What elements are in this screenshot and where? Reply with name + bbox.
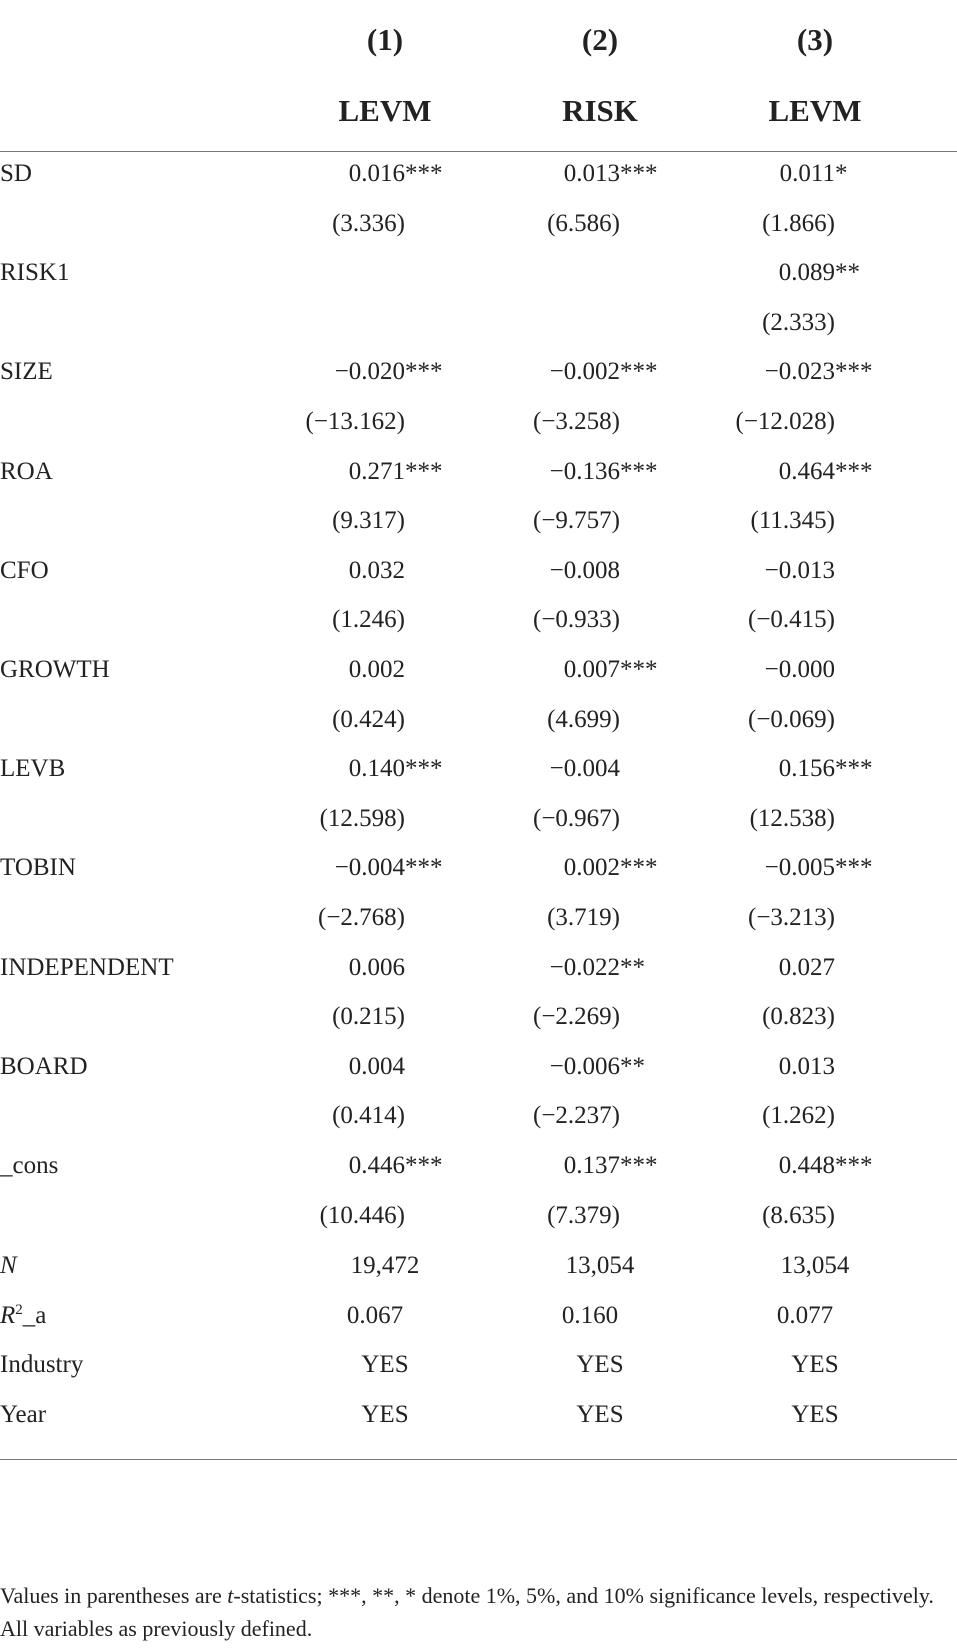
significance-stars: *** bbox=[405, 755, 443, 783]
row-label-year: Year bbox=[0, 1401, 47, 1428]
cell-value: (6.586) bbox=[547, 209, 620, 237]
year-col-3: YES bbox=[791, 1401, 839, 1428]
cell-col-1 bbox=[348, 148, 443, 200]
significance-stars: *** bbox=[835, 854, 873, 882]
cell-value: (3.336) bbox=[332, 209, 405, 237]
row-label: BOARD bbox=[0, 1052, 88, 1080]
significance-stars: *** bbox=[620, 358, 658, 386]
table-row-year bbox=[0, 1389, 957, 1441]
cell-col-2 bbox=[533, 594, 620, 646]
significance-stars: *** bbox=[620, 1152, 658, 1179]
table-row bbox=[0, 346, 957, 398]
cell-col-1 bbox=[332, 594, 405, 646]
row-label: CFO bbox=[0, 556, 49, 584]
cell-col-1 bbox=[332, 1090, 405, 1142]
cell-value: 0.004 bbox=[348, 1052, 405, 1080]
table-row bbox=[0, 743, 957, 795]
industry-col-1: YES bbox=[361, 1351, 409, 1378]
cell-value: 0.011 bbox=[779, 160, 835, 187]
table-row bbox=[0, 148, 957, 200]
row-label-industry: Industry bbox=[0, 1351, 84, 1378]
column-3-name: LEVM bbox=[768, 93, 862, 128]
cell-col-2 bbox=[547, 694, 620, 746]
cell-col-3 bbox=[762, 1090, 835, 1142]
cell-value: 0.002 bbox=[563, 854, 620, 882]
cell-col-3 bbox=[748, 594, 835, 646]
cell-value: −0.004 bbox=[334, 854, 405, 882]
cell-value: 0.016 bbox=[348, 160, 405, 187]
cell-col-1 bbox=[318, 892, 405, 944]
row-label: _cons bbox=[0, 1152, 59, 1179]
cell-value: (0.414) bbox=[332, 1102, 405, 1130]
cell-col-3 bbox=[778, 247, 860, 299]
cell-col-1 bbox=[306, 396, 406, 448]
cell-value: −0.008 bbox=[549, 556, 620, 584]
table-footnote: Values in parentheses are t-statistics; ***, **, * denote 1%, 5%, and 10% significance levels, respectively. All variables as previously defined. bbox=[0, 1583, 934, 1641]
cell-value: (0.823) bbox=[762, 1003, 835, 1031]
table-row bbox=[0, 842, 957, 894]
cell-col-3 bbox=[762, 1190, 835, 1242]
industry-col-2: YES bbox=[576, 1351, 624, 1378]
significance-stars: *** bbox=[620, 160, 658, 187]
significance-stars: *** bbox=[835, 1152, 873, 1179]
year-col-2: YES bbox=[576, 1401, 624, 1428]
cell-value: (1.246) bbox=[332, 606, 405, 634]
r2a-col-3: 0.077 bbox=[776, 1302, 834, 1329]
table-row bbox=[0, 694, 957, 746]
cell-col-2 bbox=[563, 1140, 658, 1192]
row-label-n: N bbox=[0, 1252, 17, 1279]
cell-col-1 bbox=[348, 446, 443, 498]
row-label: SD bbox=[0, 160, 32, 187]
table-row bbox=[0, 1090, 957, 1142]
cell-col-3 bbox=[778, 446, 873, 498]
row-label-r2a: $R^2\_a$ bbox=[0, 1302, 47, 1329]
cell-col-2 bbox=[563, 148, 658, 200]
cell-col-2 bbox=[550, 545, 620, 597]
n-col-1: 19,472 bbox=[350, 1252, 420, 1279]
table-row bbox=[0, 991, 957, 1043]
table-row bbox=[0, 495, 957, 547]
significance-stars: * bbox=[835, 160, 848, 187]
cell-value: (11.345) bbox=[750, 507, 835, 535]
table-row-industry bbox=[0, 1339, 957, 1391]
cell-value: (0.215) bbox=[332, 1003, 405, 1031]
cell-col-1 bbox=[332, 198, 405, 250]
cell-value: −0.022 bbox=[549, 953, 620, 981]
cell-col-2 bbox=[547, 198, 620, 250]
cell-col-2 bbox=[533, 1090, 620, 1142]
cell-value: (−9.757) bbox=[533, 507, 620, 535]
cell-col-3 bbox=[748, 892, 835, 944]
cell-col-3 bbox=[762, 991, 835, 1043]
cell-col-3 bbox=[751, 495, 835, 547]
cell-col-1 bbox=[320, 793, 405, 845]
row-label: LEVB bbox=[0, 755, 66, 783]
cell-col-3 bbox=[778, 743, 873, 795]
significance-stars: *** bbox=[620, 656, 658, 683]
significance-stars: ** bbox=[620, 953, 645, 981]
cell-col-2 bbox=[547, 1190, 620, 1242]
cell-value: (−3.213) bbox=[748, 904, 835, 931]
table-row-r2a bbox=[0, 1290, 957, 1342]
significance-stars: *** bbox=[620, 854, 658, 882]
cell-col-2 bbox=[533, 396, 620, 448]
cell-col-3 bbox=[750, 793, 835, 845]
cell-value: −0.136 bbox=[549, 457, 620, 485]
significance-stars: *** bbox=[835, 457, 873, 485]
significance-stars: ** bbox=[620, 1052, 645, 1080]
table-row bbox=[0, 1041, 957, 1093]
row-label: RISK1 bbox=[0, 259, 70, 287]
column-2-name: RISK bbox=[562, 93, 638, 128]
cell-col-3 bbox=[764, 842, 873, 894]
cell-value: 0.448 bbox=[778, 1152, 835, 1179]
row-label: SIZE bbox=[0, 358, 53, 386]
cell-col-3 bbox=[736, 396, 836, 448]
cell-col-1 bbox=[332, 495, 405, 547]
cell-value: 0.271 bbox=[348, 457, 405, 485]
table-row bbox=[0, 297, 957, 349]
bottom-rule bbox=[0, 1459, 957, 1460]
cell-col-1 bbox=[332, 991, 405, 1043]
cell-value: 0.140 bbox=[348, 755, 405, 783]
cell-value: −0.004 bbox=[549, 755, 620, 783]
cell-value: (9.317) bbox=[332, 507, 405, 535]
cell-col-1 bbox=[348, 1140, 443, 1192]
cell-value: 0.006 bbox=[348, 953, 405, 981]
cell-value: 0.013 bbox=[563, 160, 620, 187]
column-1-number: (1) bbox=[366, 22, 404, 57]
cell-value: (−3.258) bbox=[533, 408, 620, 435]
cell-col-2 bbox=[549, 942, 645, 994]
table-row bbox=[0, 247, 957, 299]
r2a-col-2: 0.160 bbox=[561, 1302, 619, 1329]
cell-col-1 bbox=[349, 644, 405, 696]
cell-value: −0.000 bbox=[764, 656, 835, 683]
cell-value: (1.262) bbox=[762, 1102, 835, 1130]
cell-col-3 bbox=[765, 545, 835, 597]
cell-value: (−0.967) bbox=[533, 804, 620, 832]
cell-value: (−0.069) bbox=[748, 705, 835, 733]
significance-stars: *** bbox=[405, 457, 443, 485]
cell-col-2 bbox=[549, 1041, 645, 1093]
cell-col-1 bbox=[320, 1190, 405, 1242]
cell-col-1 bbox=[349, 942, 405, 994]
cell-value: 0.002 bbox=[348, 656, 405, 683]
row-label: ROA bbox=[0, 457, 53, 485]
cell-value: (0.424) bbox=[332, 705, 405, 733]
cell-value: (−12.028) bbox=[735, 408, 835, 435]
cell-value: 0.089 bbox=[778, 259, 835, 287]
cell-value: (1.866) bbox=[762, 209, 835, 237]
row-label: INDEPENDENT bbox=[0, 953, 174, 981]
cell-value: (4.699) bbox=[547, 705, 620, 733]
significance-stars: *** bbox=[835, 755, 873, 783]
cell-col-1 bbox=[332, 694, 405, 746]
cell-value: (8.635) bbox=[762, 1201, 835, 1229]
cell-col-2 bbox=[549, 446, 658, 498]
column-1-name: LEVM bbox=[338, 93, 432, 128]
significance-stars: *** bbox=[620, 457, 658, 485]
column-2-number: (2) bbox=[581, 22, 619, 57]
cell-col-3 bbox=[748, 694, 835, 746]
table-row bbox=[0, 644, 957, 696]
column-3-number: (3) bbox=[796, 22, 834, 57]
table-row bbox=[0, 1140, 957, 1192]
year-col-1: YES bbox=[361, 1401, 409, 1428]
row-label: TOBIN bbox=[0, 854, 76, 882]
significance-stars: *** bbox=[405, 854, 443, 882]
cell-value: (−0.415) bbox=[748, 606, 835, 634]
cell-value: (−0.933) bbox=[533, 606, 620, 634]
cell-col-1 bbox=[348, 743, 443, 795]
n-col-2: 13,054 bbox=[565, 1252, 635, 1279]
n-col-3: 13,054 bbox=[780, 1252, 850, 1279]
significance-stars: *** bbox=[405, 1152, 443, 1179]
cell-col-2 bbox=[533, 793, 620, 845]
cell-value: −0.013 bbox=[764, 556, 835, 584]
cell-value: 0.013 bbox=[778, 1052, 835, 1080]
table-row-n bbox=[0, 1240, 957, 1292]
cell-col-2 bbox=[563, 842, 658, 894]
table-row bbox=[0, 446, 957, 498]
cell-col-2 bbox=[550, 743, 620, 795]
cell-col-2 bbox=[533, 991, 620, 1043]
table-row bbox=[0, 396, 957, 448]
cell-col-1 bbox=[334, 842, 443, 894]
cell-value: −0.002 bbox=[549, 358, 620, 386]
cell-value: 0.137 bbox=[563, 1152, 620, 1179]
cell-col-3 bbox=[764, 346, 873, 398]
table-row bbox=[0, 594, 957, 646]
cell-col-3 bbox=[779, 1041, 835, 1093]
cell-col-1 bbox=[334, 346, 443, 398]
cell-col-2 bbox=[549, 346, 658, 398]
row-label: GROWTH bbox=[0, 656, 110, 683]
cell-value: −0.006 bbox=[549, 1052, 620, 1080]
significance-stars: *** bbox=[405, 358, 443, 386]
table-row bbox=[0, 1190, 957, 1242]
cell-value: 0.156 bbox=[778, 755, 835, 783]
cell-value: (2.333) bbox=[762, 308, 835, 336]
cell-col-1 bbox=[349, 545, 405, 597]
cell-col-3 bbox=[779, 942, 835, 994]
cell-col-2 bbox=[533, 495, 620, 547]
cell-value: 0.007 bbox=[563, 656, 620, 683]
table-row bbox=[0, 545, 957, 597]
cell-value: (−13.162) bbox=[305, 408, 405, 435]
industry-col-3: YES bbox=[791, 1351, 839, 1378]
cell-col-3 bbox=[762, 198, 835, 250]
cell-value: −0.020 bbox=[334, 358, 405, 386]
cell-value: (−2.237) bbox=[533, 1102, 620, 1130]
cell-value: (−2.269) bbox=[533, 1003, 620, 1031]
cell-col-3 bbox=[762, 297, 835, 349]
cell-value: (−2.768) bbox=[318, 904, 405, 931]
cell-col-1 bbox=[349, 1041, 405, 1093]
significance-stars: ** bbox=[835, 259, 860, 287]
cell-value: (12.598) bbox=[319, 804, 405, 832]
cell-value: 0.032 bbox=[348, 556, 405, 584]
table-row bbox=[0, 793, 957, 845]
cell-col-2 bbox=[563, 644, 658, 696]
cell-value: 0.446 bbox=[348, 1152, 405, 1179]
significance-stars: *** bbox=[835, 358, 873, 386]
cell-value: (3.719) bbox=[547, 904, 620, 931]
cell-value: (12.538) bbox=[749, 804, 835, 832]
r2a-col-1: 0.067 bbox=[346, 1302, 404, 1329]
table-row bbox=[0, 892, 957, 944]
cell-value: −0.005 bbox=[764, 854, 835, 882]
cell-col-3 bbox=[765, 644, 835, 696]
cell-value: 0.027 bbox=[778, 953, 835, 981]
cell-col-2 bbox=[547, 892, 620, 944]
cell-col-3 bbox=[778, 1140, 873, 1192]
cell-value: 0.464 bbox=[778, 457, 835, 485]
table-row bbox=[0, 198, 957, 250]
cell-value: (10.446) bbox=[319, 1201, 405, 1229]
cell-value: (7.379) bbox=[547, 1201, 620, 1229]
cell-col-3 bbox=[779, 148, 848, 200]
table-row bbox=[0, 942, 957, 994]
significance-stars: *** bbox=[405, 160, 443, 187]
cell-value: −0.023 bbox=[764, 358, 835, 386]
